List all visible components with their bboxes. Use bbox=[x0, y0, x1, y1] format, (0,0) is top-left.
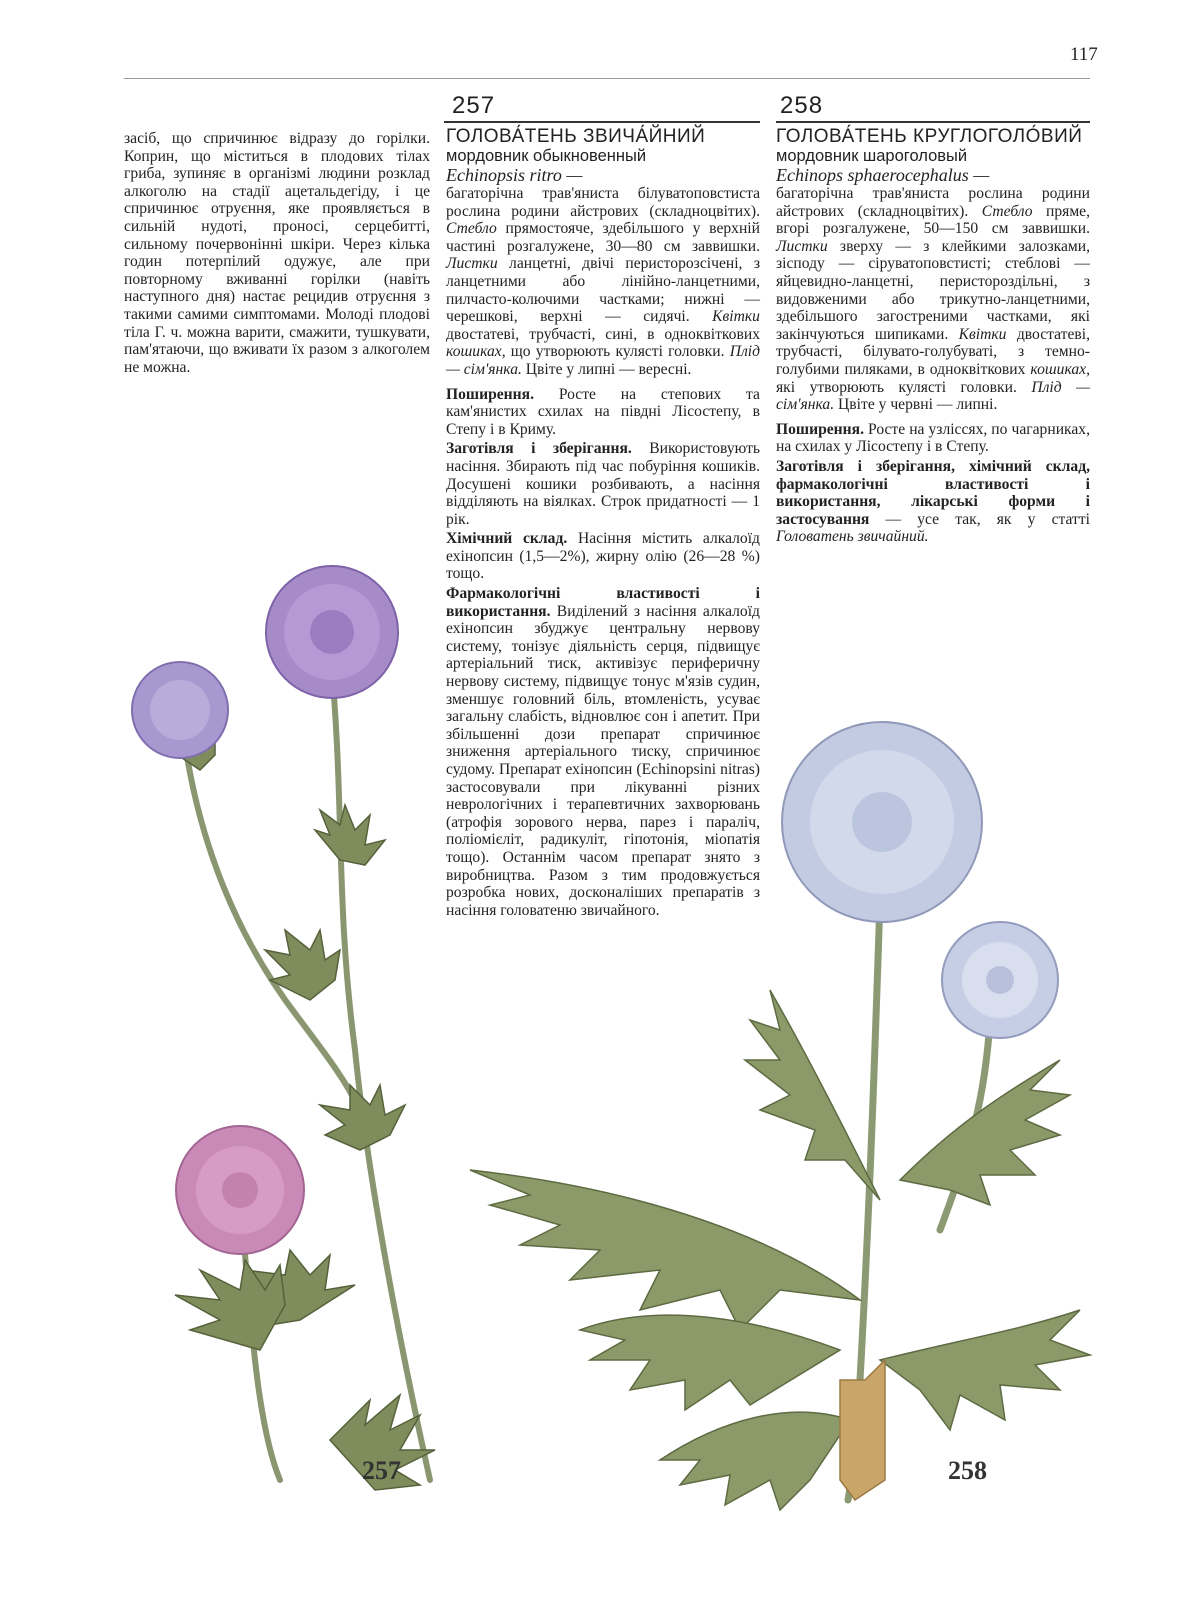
article-258-distribution bbox=[776, 421, 1090, 456]
page-number: 117 bbox=[1070, 44, 1098, 65]
desc-text: багаторічна трав'яниста рослина родини айстрових (складноцвітих). bbox=[776, 185, 1090, 220]
article-258-description bbox=[776, 185, 1090, 414]
article-258 bbox=[776, 126, 1090, 546]
article-257-distribution bbox=[446, 386, 760, 439]
fruit-label: Плід — сім'янка. bbox=[446, 343, 760, 378]
left-column-text: засіб, що спричинює відразу до горілки. Коприн, що міститься в плодових тілах гриба, зупиняє в організмі людини розклад алкоголю на стадії ацетальдегіду, і це спричинює отруєння, яке проявляється в сильній нудоті, проносі, серцебитті, сильному почервонінні шкіри. Через кілька годин потерпілий одужує, але при повторному вживанні горілки (навіть наступного дня) настає рецидив отруєння з такими самими симптомами. Молоді плодові тіла Г. ч. можна варити, смажити, тушкувати, пам'ятаючи, що вживати їх разом з алкоголем не можна. bbox=[124, 130, 430, 376]
section-heading: Фармакологічні властивості і використання. bbox=[446, 585, 760, 620]
stem-label: Стебло bbox=[981, 202, 1033, 220]
flowers-label: Квітки bbox=[712, 308, 760, 326]
desc-text: пряме, вгорі розгалужене, 50—150 см заввишки. bbox=[776, 202, 1091, 238]
article-258-cross-reference bbox=[776, 458, 1090, 546]
desc-text: прямостояче, здебільшого у верхній частині розгалужене, 30—80 см заввишки. bbox=[446, 220, 760, 255]
desc-text: двостатеві, трубчасті, білувато-голубуваті, з темно-голубими пиляками, в одноквіткових bbox=[776, 325, 1090, 378]
plate-label-258: 258 bbox=[948, 1456, 987, 1485]
desc-text: багаторічна трав'яниста білуватоповстиста рослина родини айстрових (складноцвітих). bbox=[446, 185, 760, 220]
article-257-title: ГОЛОВА́ТЕНЬ ЗВИЧА́ЙНИЙ bbox=[446, 126, 706, 147]
section-text: Насіння містить алкалоїд ехінопсин (1,5—2%), жирну олію (26—28 %) тощо. bbox=[446, 530, 760, 583]
section-text: Використовують насіння. Збирають під час побуріння кошиків. Досушені кошики розбивають, а насіння відділяють на віялках. Строк придатності — 1 рік. bbox=[446, 440, 760, 528]
plant-257-stems bbox=[180, 650, 430, 1480]
article-number-258: 258 bbox=[780, 92, 824, 119]
plant-258-heads bbox=[782, 722, 1058, 1038]
baskets-label: кошиках, bbox=[446, 343, 506, 361]
desc-text: двостатеві, трубчасті, сині, в одноквіткових bbox=[446, 325, 760, 343]
article-258-latin-name: Echinops sphaerocephalus — bbox=[776, 165, 990, 185]
article-257-harvest bbox=[446, 440, 760, 528]
cross-reference-link: Головатень звичайний. bbox=[776, 528, 929, 546]
section-text: Росте на узліссях, по чагарниках, на схилах у Лісостепу і в Степу. bbox=[776, 420, 1091, 456]
article-257-chemistry bbox=[446, 530, 760, 583]
section-text: Виділений з насіння алкалоїд ехінопсин збуджує центральну нервову систему, тонізує діяльність серця, підвищує артеріальний тиск, активізує периферичну нервову систему, підвищує тонус м'язів судин, зменшує головний біль, втомленість, усуває загальну слабість, відновлює сон і апетит. При збільшенні дози препарат спричинює зниження артеріального тиску, спричинює судому. Препарат ехінопсин (Echinopsini nitras) застосовували при лікуванні різних неврологічних і терапевтичних захворювань (атрофія зорового нерва, парез і параліч, поліомієліт, радикуліт, гіпотонія, міопатія тощо). Останнім часом препарат знято з виробництва. Разом з тим продовжується розробка нових, досконаліших препаратів з насіння головатеню звичайного. bbox=[446, 602, 760, 919]
article-257-latin-name: Echinopsis ritro — bbox=[446, 165, 583, 185]
desc-text: ланцетні, двічі перисторозсічені, з ланцетними або лінійно-ланцетними, пилчасто-колючими частками; нижні — черешкові, верхні — сидячі. bbox=[446, 255, 760, 326]
article-number-257: 257 bbox=[452, 92, 496, 119]
left-column bbox=[124, 130, 430, 376]
desc-text: які утворюють кулясті головки. bbox=[776, 378, 1017, 396]
plant-257-heads bbox=[132, 566, 398, 1254]
baskets-label: кошиках, bbox=[1030, 360, 1090, 378]
article-257-pharmacology bbox=[446, 585, 760, 919]
plant-258-base bbox=[840, 1360, 885, 1500]
section-text: — усе так, як у статті bbox=[885, 510, 1090, 528]
leaves-label: Листки bbox=[776, 237, 828, 255]
stem-label: Стебло bbox=[446, 220, 497, 238]
article-258-russian-name: мордовник шароголовый bbox=[776, 147, 968, 165]
desc-text: що утворюють кулясті головки. bbox=[510, 343, 725, 361]
desc-text: Цвіте у червні — липні. bbox=[838, 396, 998, 414]
fruit-label: Плід — сім'янка. bbox=[776, 378, 1091, 414]
desc-text: зверху — з клейкими залозками, зісподу — сіруватоповстисті; стеблові — яйцевидно-ланцетні, перистороздільні, з видовженими або трикутно-ланцетними, здебільшого загостреними частками, які закінчуються шипиками. bbox=[776, 237, 1090, 343]
plant-257-leaves bbox=[170, 715, 435, 1490]
plant-258-leaves bbox=[470, 990, 1090, 1510]
desc-text: Цвіте у липні — вересні. bbox=[525, 360, 692, 378]
section-heading: Хімічний склад. bbox=[446, 530, 568, 548]
section-heading: Заготівля і зберігання. bbox=[446, 440, 632, 458]
article-257 bbox=[446, 126, 760, 919]
section-heading: Заготівля і зберігання, хімічний склад, фармакологічні властивості і використання, лікарські форми і застосування bbox=[776, 457, 1090, 528]
section-heading: Поширення. bbox=[776, 420, 864, 438]
article-258-title: ГОЛОВА́ТЕНЬ КРУГЛОГОЛО́ВИЙ bbox=[776, 126, 1083, 147]
flowers-label: Квітки bbox=[958, 325, 1007, 343]
section-text: Росте на степових та кам'янистих схилах на півдні Лісостепу, в Степу і в Криму. bbox=[446, 385, 760, 438]
article-257-russian-name: мордовник обыкновенный bbox=[446, 147, 647, 165]
leaves-label: Листки bbox=[446, 255, 498, 273]
section-heading: Поширення. bbox=[446, 385, 534, 403]
article-257-description bbox=[446, 185, 760, 379]
plate-label-257: 257 bbox=[362, 1456, 401, 1485]
